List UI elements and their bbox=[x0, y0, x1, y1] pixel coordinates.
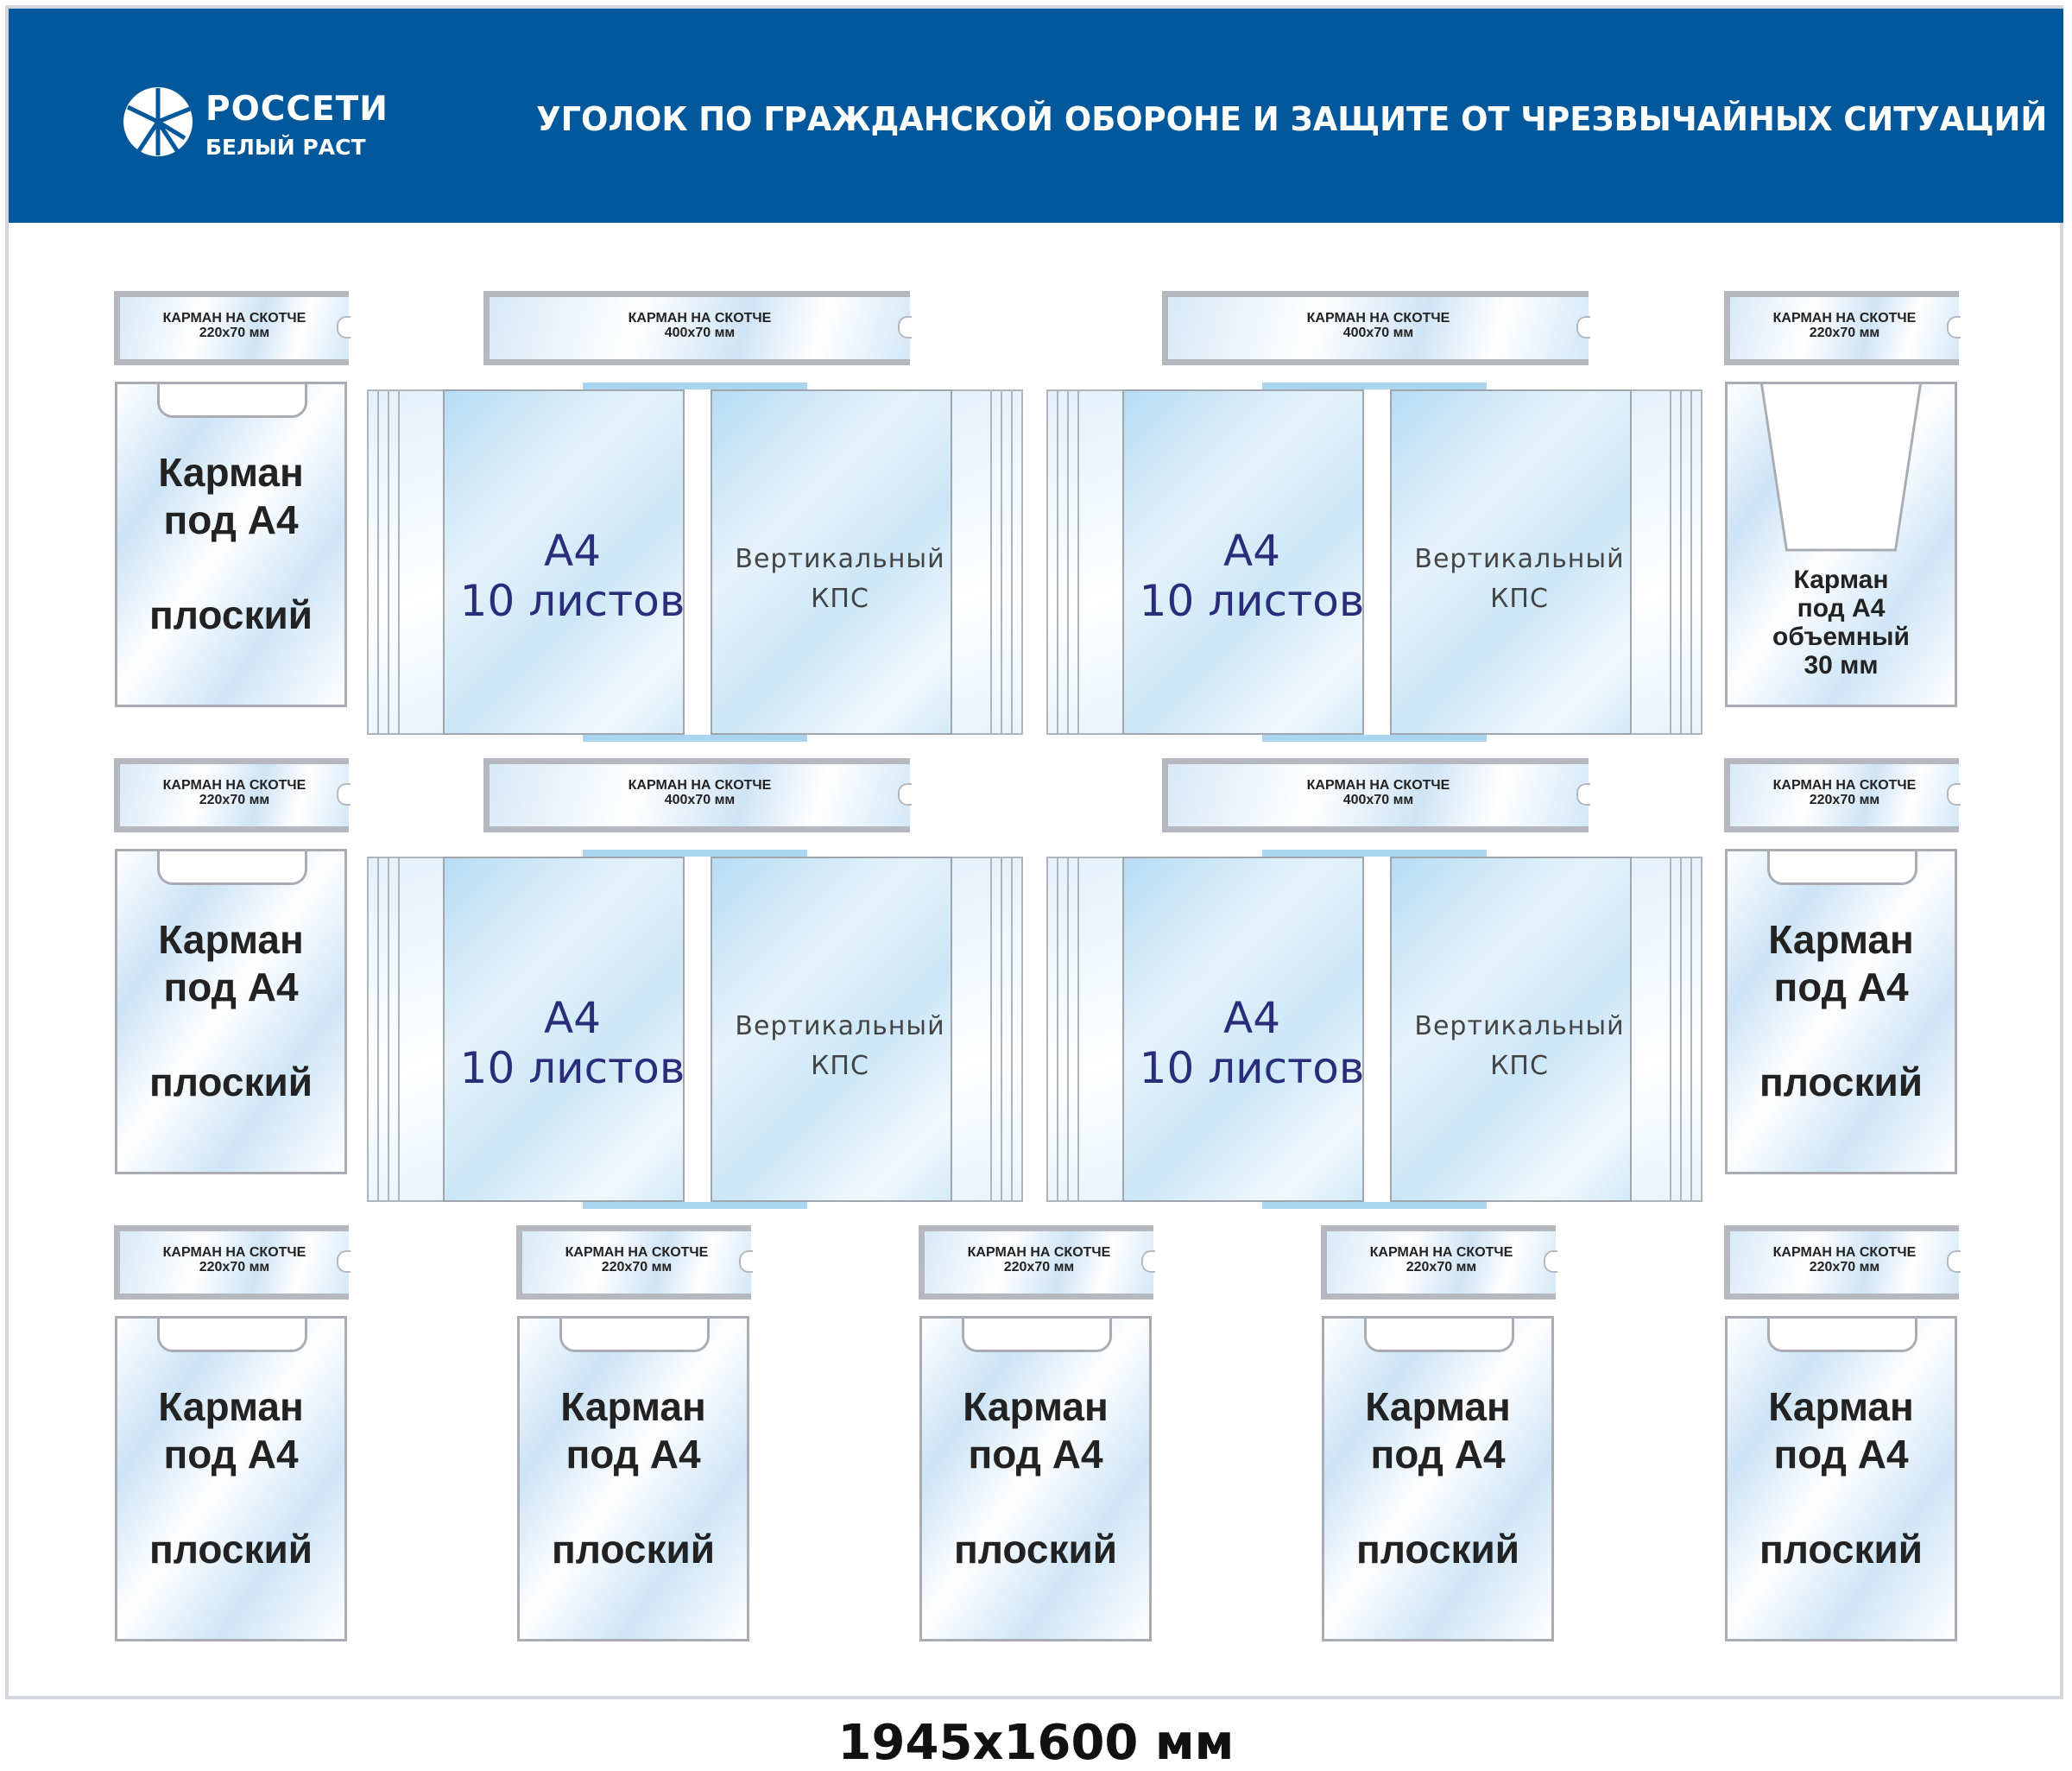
label-notch bbox=[1544, 1250, 1557, 1273]
pocket-line2: под А4 bbox=[163, 1432, 299, 1477]
tape-label-size: 220х70 мм bbox=[1809, 793, 1880, 807]
vertical-display-system bbox=[367, 857, 1023, 1211]
pocket-line2: под А4 bbox=[163, 497, 299, 542]
label-notch bbox=[337, 316, 351, 338]
pocket-line2: под А4 bbox=[1797, 594, 1886, 623]
label-notch bbox=[898, 316, 912, 338]
pocket-line3: плоский bbox=[1759, 1527, 1924, 1572]
pocket-line1: Карман bbox=[158, 1384, 304, 1429]
tape-label-size: 400х70 мм bbox=[1342, 326, 1414, 340]
kps-holder-bottom bbox=[583, 735, 807, 742]
tape-label-size: 220х70 мм bbox=[1809, 326, 1880, 340]
pocket-v-cutout bbox=[1728, 382, 1955, 554]
tape-label-pocket bbox=[483, 291, 910, 365]
pocket-line3: плоский bbox=[953, 1527, 1118, 1572]
tape-label-pocket bbox=[1724, 758, 1959, 832]
vertical-display-system bbox=[1046, 857, 1702, 1211]
kps-a4-label: А4 bbox=[1222, 993, 1280, 1043]
pocket-line2: под А4 bbox=[565, 1432, 701, 1477]
tape-label-pocket bbox=[1162, 291, 1589, 365]
flat-a4-pocket bbox=[1725, 849, 1957, 1174]
kps-a4-label: А4 bbox=[543, 526, 601, 576]
pocket-line3: плоский bbox=[148, 1527, 313, 1572]
kps-sheets-label: 10 листов bbox=[459, 1043, 685, 1093]
tape-label-text: КАРМАН НА СКОТЧЕ bbox=[1369, 1245, 1513, 1260]
pocket-cutout bbox=[157, 382, 307, 418]
pocket-line1: Карман bbox=[1768, 917, 1914, 962]
pocket-line3: плоский bbox=[148, 592, 313, 637]
tape-label-text: КАРМАН НА СКОТЧЕ bbox=[162, 311, 306, 326]
pocket-cutout bbox=[1767, 1316, 1917, 1352]
pocket-cutout bbox=[559, 1316, 710, 1352]
pocket-line4: 30 мм bbox=[1804, 651, 1879, 680]
tape-label-text: КАРМАН НА СКОТЧЕ bbox=[1306, 778, 1450, 793]
tape-label-size: 220х70 мм bbox=[199, 793, 270, 807]
label-notch bbox=[1947, 1250, 1961, 1273]
pocket-cutout bbox=[157, 849, 307, 885]
tape-label-size: 400х70 мм bbox=[664, 793, 736, 807]
label-notch bbox=[898, 783, 912, 806]
tape-label-pocket bbox=[1162, 758, 1589, 832]
kps-type-label: КПС bbox=[811, 584, 869, 614]
kps-type-label: КПС bbox=[1490, 1051, 1549, 1081]
label-notch bbox=[337, 1250, 351, 1273]
pocket-line1: Карман bbox=[560, 1384, 706, 1429]
tape-label-pocket bbox=[114, 758, 349, 832]
rosseti-logo-icon bbox=[123, 86, 193, 157]
label-notch bbox=[739, 1250, 753, 1273]
kps-sheets-label: 10 листов bbox=[459, 576, 685, 626]
vertical-display-system bbox=[1046, 389, 1702, 743]
kps-sheet bbox=[398, 857, 450, 1202]
pocket-line1: Карман bbox=[963, 1384, 1109, 1429]
kps-a4-label: А4 bbox=[543, 993, 601, 1043]
kps-sheet bbox=[1077, 857, 1129, 1202]
pocket-line2: под А4 bbox=[1370, 1432, 1506, 1477]
kps-vertical-label: Вертикальный bbox=[735, 544, 945, 574]
tape-label-size: 400х70 мм bbox=[1342, 793, 1414, 807]
label-notch bbox=[1576, 783, 1590, 806]
tape-label-text: КАРМАН НА СКОТЧЕ bbox=[1772, 778, 1917, 793]
flat-a4-pocket bbox=[115, 382, 347, 707]
flat-a4-pocket bbox=[919, 1316, 1152, 1641]
label-notch bbox=[1947, 316, 1961, 338]
tape-label-pocket bbox=[1724, 1225, 1959, 1300]
company-logo bbox=[123, 86, 388, 164]
kps-a4-label: А4 bbox=[1222, 526, 1280, 576]
label-notch bbox=[1947, 783, 1961, 806]
pocket-line1: Карман bbox=[1793, 566, 1889, 594]
label-notch bbox=[337, 783, 351, 806]
brand-name: РОССЕТИ bbox=[205, 90, 388, 129]
flat-a4-pocket bbox=[115, 1316, 347, 1641]
pocket-line3: плоский bbox=[551, 1527, 716, 1572]
kps-holder-bottom bbox=[583, 1202, 807, 1209]
tape-label-pocket bbox=[1724, 291, 1959, 365]
tape-label-text: КАРМАН НА СКОТЧЕ bbox=[162, 1245, 306, 1260]
pocket-cutout bbox=[962, 1316, 1112, 1352]
pocket-line1: Карман bbox=[158, 917, 304, 962]
kps-vertical-label: Вертикальный bbox=[1414, 544, 1625, 574]
kps-sheet bbox=[398, 389, 450, 735]
header-banner bbox=[9, 9, 2063, 223]
flat-a4-pocket bbox=[1322, 1316, 1554, 1641]
stand-title: УГОЛОК ПО ГРАЖДАНСКОЙ ОБОРОНЕ И ЗАЩИТЕ ОТ ЧРЕЗВЫЧАЙНЫХ СИТУАЦИЙ bbox=[536, 100, 2048, 138]
pocket-cutout bbox=[1767, 849, 1917, 885]
tape-label-size: 220х70 мм bbox=[1003, 1260, 1075, 1274]
label-notch bbox=[1141, 1250, 1155, 1273]
tape-label-pocket bbox=[516, 1225, 751, 1300]
vertical-display-system bbox=[367, 389, 1023, 743]
volume-a4-pocket bbox=[1725, 382, 1957, 707]
tape-label-pocket bbox=[1321, 1225, 1556, 1300]
pocket-cutout bbox=[157, 1316, 307, 1352]
pocket-line1: Карман bbox=[1768, 1384, 1914, 1429]
kps-holder-top bbox=[583, 850, 807, 857]
pocket-line3: плоский bbox=[1759, 1059, 1924, 1104]
pocket-cutout bbox=[1364, 1316, 1514, 1352]
pocket-line3: объемный bbox=[1772, 623, 1910, 651]
tape-label-text: КАРМАН НА СКОТЧЕ bbox=[1772, 311, 1917, 326]
kps-sheets-label: 10 листов bbox=[1139, 1043, 1365, 1093]
pocket-line3: плоский bbox=[148, 1059, 313, 1104]
tape-label-size: 400х70 мм bbox=[664, 326, 736, 340]
tape-label-text: КАРМАН НА СКОТЧЕ bbox=[162, 778, 306, 793]
kps-holder-top bbox=[1262, 383, 1487, 389]
kps-sheets-label: 10 листов bbox=[1139, 576, 1365, 626]
label-notch bbox=[1576, 316, 1590, 338]
kps-sheet bbox=[1077, 389, 1129, 735]
pocket-line2: под А4 bbox=[1773, 1432, 1909, 1477]
tape-label-pocket bbox=[114, 1225, 349, 1300]
tape-label-pocket bbox=[919, 1225, 1153, 1300]
tape-label-text: КАРМАН НА СКОТЧЕ bbox=[628, 311, 772, 326]
tape-label-text: КАРМАН НА СКОТЧЕ bbox=[565, 1245, 709, 1260]
kps-holder-top bbox=[583, 383, 807, 389]
tape-label-text: КАРМАН НА СКОТЧЕ bbox=[628, 778, 772, 793]
tape-label-size: 220х70 мм bbox=[199, 326, 270, 340]
flat-a4-pocket bbox=[1725, 1316, 1957, 1641]
flat-a4-pocket bbox=[517, 1316, 749, 1641]
stand-dimensions: 1945х1600 мм bbox=[837, 1715, 1235, 1771]
kps-vertical-label: Вертикальный bbox=[1414, 1011, 1625, 1041]
tape-label-text: КАРМАН НА СКОТЧЕ bbox=[967, 1245, 1111, 1260]
flat-a4-pocket bbox=[115, 849, 347, 1174]
tape-label-text: КАРМАН НА СКОТЧЕ bbox=[1306, 311, 1450, 326]
pocket-line1: Карман bbox=[1365, 1384, 1511, 1429]
tape-label-size: 220х70 мм bbox=[601, 1260, 673, 1274]
pocket-line2: под А4 bbox=[968, 1432, 1103, 1477]
kps-holder-top bbox=[1262, 850, 1487, 857]
pocket-line3: плоский bbox=[1355, 1527, 1520, 1572]
pocket-line2: под А4 bbox=[1773, 965, 1909, 1009]
tape-label-pocket bbox=[483, 758, 910, 832]
tape-label-size: 220х70 мм bbox=[199, 1260, 270, 1274]
tape-label-size: 220х70 мм bbox=[1406, 1260, 1477, 1274]
kps-type-label: КПС bbox=[1490, 584, 1549, 614]
kps-vertical-label: Вертикальный bbox=[735, 1011, 945, 1041]
pocket-line1: Карман bbox=[158, 450, 304, 495]
kps-holder-bottom bbox=[1262, 735, 1487, 742]
pocket-line2: под А4 bbox=[163, 965, 299, 1009]
kps-type-label: КПС bbox=[811, 1051, 869, 1081]
kps-holder-bottom bbox=[1262, 1202, 1487, 1209]
tape-label-pocket bbox=[114, 291, 349, 365]
tape-label-text: КАРМАН НА СКОТЧЕ bbox=[1772, 1245, 1917, 1260]
brand-subtitle: БЕЛЫЙ РАСТ bbox=[205, 135, 366, 160]
tape-label-size: 220х70 мм bbox=[1809, 1260, 1880, 1274]
